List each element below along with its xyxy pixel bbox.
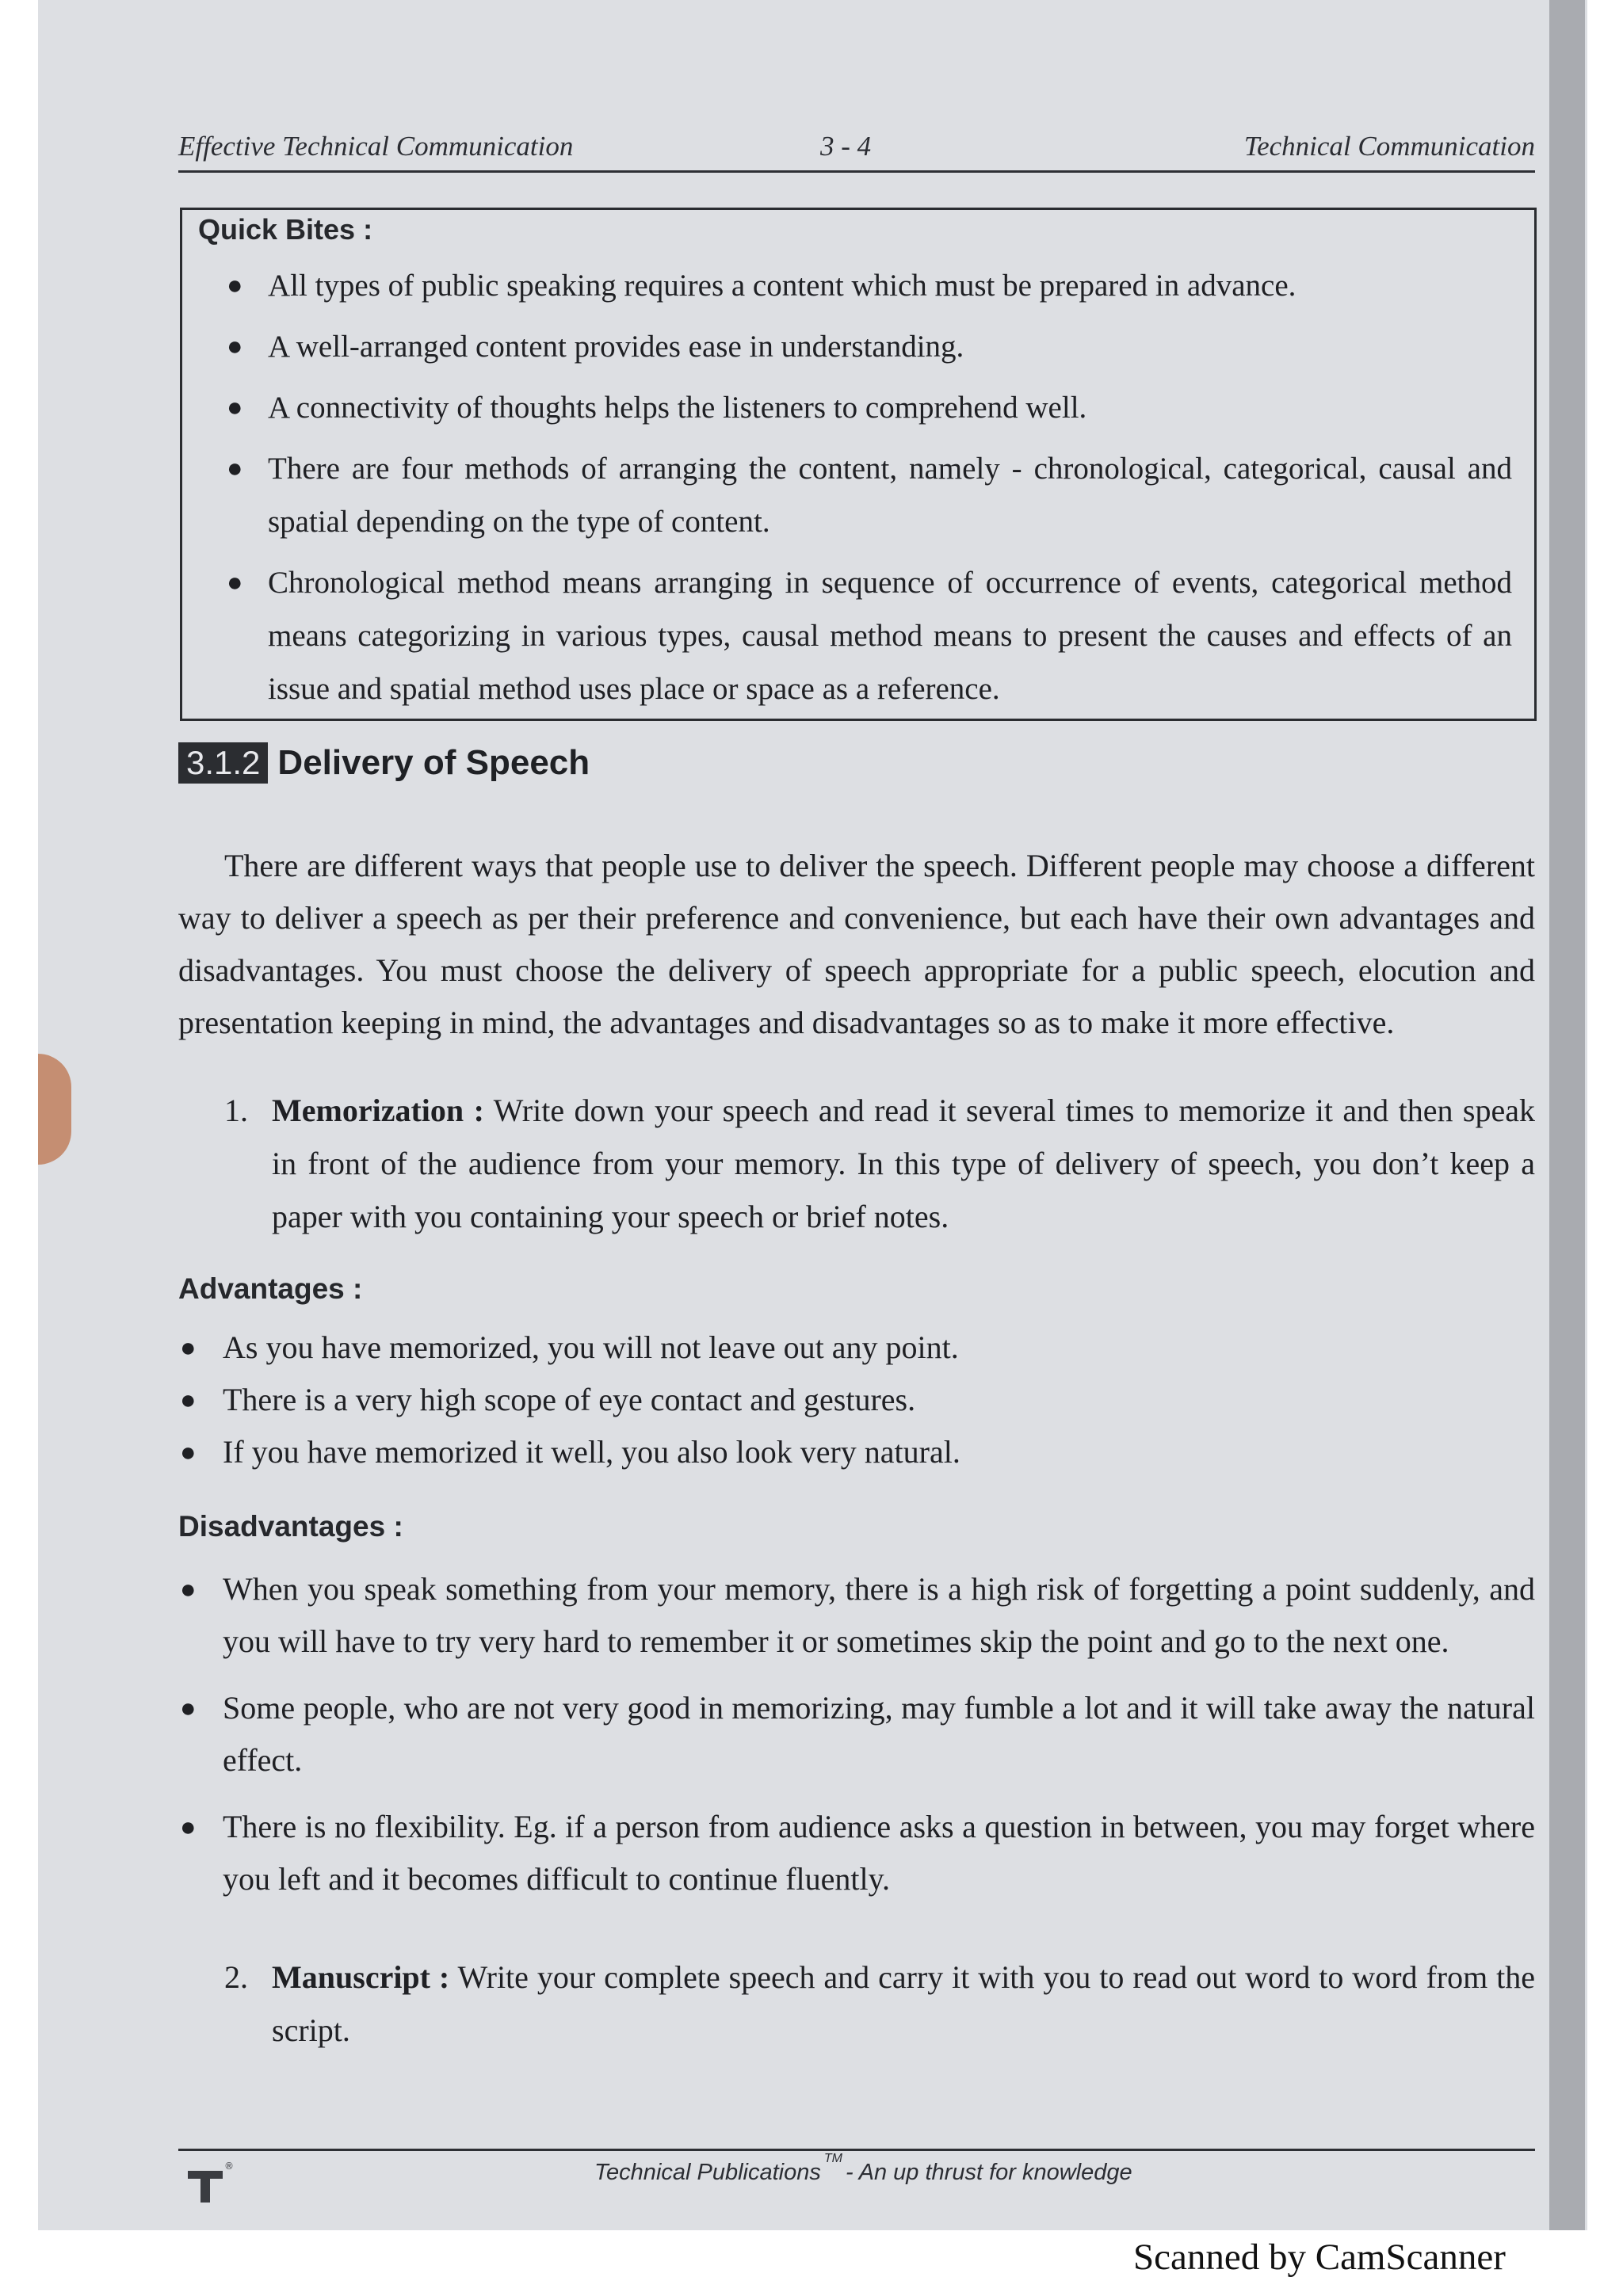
section-title: Delivery of Speech bbox=[277, 743, 590, 782]
header-page-number: 3 - 4 bbox=[820, 131, 872, 162]
method-term: Manuscript : bbox=[272, 1959, 450, 1995]
method-description: Write your complete speech and carry it with you to read out word to word from the script. bbox=[272, 1959, 1535, 2048]
footer-text bbox=[594, 2152, 1132, 2186]
method-number: 2. bbox=[224, 1959, 248, 1995]
scanner-watermark: Scanned by CamScanner bbox=[1133, 2237, 1506, 2278]
logo-registered-mark: ® bbox=[224, 2161, 234, 2172]
footer-tagline: - An up thrust for knowledge bbox=[846, 2160, 1132, 2185]
intro-paragraph: There are different ways that people use to deliver the speech. Different people may choose a different way to deliver a speech as per their preference and convenience, but each have their own advantages and disadvantages. You must choose the delivery of speech appropriate for a public speech, elocution and presentation keeping in mind, the advantages and disadvantages so as to make it more effective. bbox=[178, 848, 1535, 1040]
list-item: ● As you have memorized, you will not leave out any point. bbox=[178, 1322, 1535, 1374]
header-chapter-title: Technical Communication bbox=[1243, 131, 1535, 162]
footer-rule bbox=[178, 2149, 1535, 2151]
method-term: Memorization : bbox=[272, 1093, 484, 1128]
bullet-icon: ● bbox=[180, 1813, 197, 1842]
section-heading bbox=[178, 742, 590, 790]
bullet-icon: ● bbox=[227, 454, 243, 483]
logo-stem bbox=[200, 2171, 210, 2203]
quick-bites-box bbox=[180, 208, 1537, 721]
advantages-list bbox=[178, 1322, 1535, 1478]
bullet-icon: ● bbox=[180, 1694, 197, 1723]
quick-bites-item: ● There are four methods of arranging the content, namely - chronological, categorical, causal and spatial depending on the type of content. bbox=[198, 442, 1512, 548]
method-number: 1. bbox=[224, 1093, 248, 1128]
footer-trademark: TM bbox=[823, 2152, 842, 2165]
method-description: Write down your speech and read it several times to memorize it and then speak in front of the audience from your memory. In this type of delivery of speech, you don’t keep a paper with you containing your speech or brief notes. bbox=[272, 1093, 1536, 1234]
bullet-icon: ● bbox=[227, 332, 243, 361]
method-manuscript bbox=[224, 1951, 1535, 2057]
bullet-icon: ● bbox=[180, 1575, 197, 1604]
header-rule bbox=[178, 170, 1535, 173]
list-item: ● When you speak something from your memory, there is a high risk of forgetting a point suddenly, and you will have to try very hard to remember it or sometimes skip the point and go to the next one. bbox=[178, 1563, 1535, 1668]
bullet-icon: ● bbox=[180, 1386, 197, 1415]
bullet-icon: ● bbox=[227, 568, 243, 597]
header-book-title: Effective Technical Communication bbox=[178, 131, 574, 162]
bullet-icon: ● bbox=[227, 393, 243, 422]
quick-bites-item: ● All types of public speaking requires a content which must be prepared in advance. bbox=[198, 259, 1512, 312]
thumb-in-scan bbox=[38, 1054, 71, 1165]
running-header bbox=[178, 131, 1535, 170]
bullet-icon: ● bbox=[227, 271, 243, 300]
disadvantages-heading: Disadvantages : bbox=[178, 1510, 403, 1543]
section-number: 3.1.2 bbox=[178, 742, 268, 784]
list-item: ● There is a very high scope of eye contact and gestures. bbox=[178, 1374, 1535, 1426]
list-item: ● Some people, who are not very good in memorizing, may fumble a lot and it will take away the natural effect. bbox=[178, 1682, 1535, 1787]
method-memorization bbox=[224, 1084, 1535, 1243]
quick-bites-item: ● A connectivity of thoughts helps the listeners to comprehend well. bbox=[198, 381, 1512, 434]
list-item: ● There is no flexibility. Eg. if a person from audience asks a question in between, you may forget where you left and it becomes difficult to continue fluently. bbox=[178, 1801, 1535, 1905]
quick-bites-item: ● Chronological method means arranging in sequence of occurrence of events, categorical method means categorizing in various types, causal method means to present the causes and effects of an issue and spatial method uses place or space as a reference. bbox=[198, 556, 1512, 715]
quick-bites-list bbox=[198, 259, 1512, 715]
quick-bites-item: ● A well-arranged content provides ease in understanding. bbox=[198, 320, 1512, 373]
disadvantages-list bbox=[178, 1563, 1535, 1920]
footer-publisher: Technical Publications bbox=[594, 2160, 821, 2185]
list-item: ● If you have memorized it well, you also look very natural. bbox=[178, 1426, 1535, 1478]
page-edge-shadow bbox=[1549, 0, 1585, 2230]
quick-bites-title: Quick Bites : bbox=[198, 213, 373, 246]
bullet-icon: ● bbox=[180, 1438, 197, 1467]
publisher-logo bbox=[185, 2158, 232, 2206]
advantages-heading: Advantages : bbox=[178, 1272, 363, 1305]
bullet-icon: ● bbox=[180, 1333, 197, 1363]
